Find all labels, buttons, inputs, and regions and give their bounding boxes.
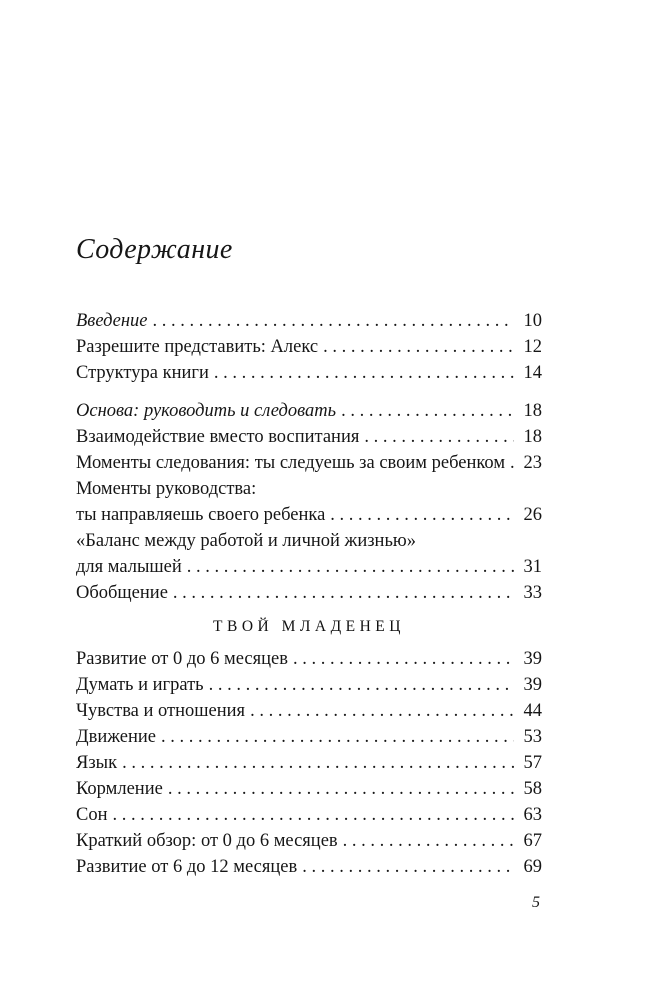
toc-entry-label: Структура книги [76, 363, 209, 383]
toc-entry [76, 398, 542, 424]
toc-entry [76, 528, 542, 580]
toc-entry [76, 698, 542, 724]
toc-entry-label: Думать и играть [76, 675, 204, 695]
toc-entry-page: 18 [523, 427, 542, 447]
toc-entry-label: Обобщение [76, 583, 168, 603]
dot-leader [161, 724, 514, 750]
toc-entry-label: Основа: руководить и следовать [76, 401, 337, 421]
toc-group [76, 308, 542, 386]
toc-entry-page: 23 [523, 453, 542, 473]
toc-entry [76, 334, 542, 360]
toc-entry-label: Разрешите представить: Алекс [76, 337, 319, 357]
toc-entry-line [76, 776, 542, 802]
toc-entry-label: для малышей [76, 557, 182, 577]
toc-entry-label: ты направляешь своего ребенка [76, 505, 326, 525]
toc-entry [76, 646, 542, 672]
dot-leader [168, 776, 514, 802]
toc-entry-line [76, 502, 542, 528]
toc-entry-line [76, 672, 542, 698]
toc-entry [76, 750, 542, 776]
toc-entry-line [76, 476, 542, 502]
toc-entry-page: 26 [523, 505, 542, 525]
toc-entry-page: 63 [523, 805, 542, 825]
toc-entry-page: 33 [523, 583, 542, 603]
toc-entry-label: «Баланс между работой и личной жизнью» [76, 531, 416, 551]
toc-entry [76, 450, 542, 476]
toc-entry-line [76, 424, 542, 450]
toc-entry-label: Кормление [76, 779, 163, 799]
toc-entry-label: Развитие от 6 до 12 месяцев [76, 857, 298, 877]
page-number: 5 [532, 894, 540, 911]
toc-entry [76, 776, 542, 802]
toc-entry-label: Моменты следования: ты следуешь за своим ребенком [76, 453, 506, 473]
dot-leader [302, 854, 514, 880]
toc-entry-line [76, 334, 542, 360]
toc-entry-page: 31 [523, 557, 542, 577]
toc-entry [76, 854, 542, 880]
toc-entry-page: 39 [523, 649, 542, 669]
toc-entry-label: Введение [76, 311, 148, 331]
toc-entry-line [76, 580, 542, 606]
toc-entry-label: Краткий обзор: от 0 до 6 месяцев [76, 831, 338, 851]
toc-entry-line [76, 698, 542, 724]
toc-entry-label: Чувства и отношения [76, 701, 246, 721]
dot-leader [323, 334, 514, 360]
toc-entry-line [76, 308, 542, 334]
dot-leader [343, 828, 514, 854]
toc-entry-line [76, 854, 542, 880]
toc-entry-page: 69 [523, 857, 542, 877]
toc-entry-line [76, 360, 542, 386]
toc-entry [76, 724, 542, 750]
dot-leader [293, 646, 514, 672]
toc-entry-label: Язык [76, 753, 118, 773]
toc-entry-label: Сон [76, 805, 108, 825]
toc-entry-label: Взаимодействие вместо воспитания [76, 427, 360, 447]
dot-leader [341, 398, 514, 424]
toc-entry-label: Развитие от 0 до 6 месяцев [76, 649, 288, 669]
toc-entry-page: 14 [523, 363, 542, 383]
toc [76, 308, 542, 880]
toc-entry [76, 424, 542, 450]
dot-leader [209, 672, 514, 698]
toc-entry [76, 802, 542, 828]
dot-leader [122, 750, 514, 776]
toc-entry-page: 10 [523, 311, 542, 331]
toc-entry-line [76, 828, 542, 854]
toc-entry-line [76, 750, 542, 776]
toc-group [76, 398, 542, 606]
toc-entry [76, 580, 542, 606]
page-title: Содержание [76, 234, 233, 265]
toc-entry [76, 828, 542, 854]
dot-leader [330, 502, 514, 528]
section-header: ТВОЙ МЛАДЕНЕЦ [213, 618, 405, 635]
toc-entry-page: 12 [523, 337, 542, 357]
toc-entry-line [76, 528, 542, 554]
toc-entry-line [76, 398, 542, 424]
dot-leader [153, 308, 514, 334]
dot-leader [250, 698, 514, 724]
toc-entry-line [76, 554, 542, 580]
toc-entry-page: 57 [523, 753, 542, 773]
toc-entry [76, 672, 542, 698]
toc-entry-line [76, 450, 542, 476]
dot-leader [364, 424, 514, 450]
dot-leader [173, 580, 514, 606]
toc-entry-page: 18 [523, 401, 542, 421]
toc-entry-page: 44 [523, 701, 542, 721]
toc-entry-page: 53 [523, 727, 542, 747]
dot-leader [510, 450, 514, 476]
toc-entry-line [76, 646, 542, 672]
toc-entry-label: Движение [76, 727, 157, 747]
dot-leader [214, 360, 514, 386]
toc-entry [76, 476, 542, 528]
toc-entry [76, 360, 542, 386]
toc-entry-line [76, 724, 542, 750]
toc-entry [76, 308, 542, 334]
page-content [76, 0, 542, 880]
dot-leader [187, 554, 514, 580]
toc-entry-line [76, 802, 542, 828]
dot-leader [113, 802, 515, 828]
toc-entry-page: 67 [523, 831, 542, 851]
toc-entry-page: 39 [523, 675, 542, 695]
toc-group [76, 618, 542, 880]
toc-entry-label: Моменты руководства: [76, 479, 257, 499]
toc-entry-page: 58 [523, 779, 542, 799]
